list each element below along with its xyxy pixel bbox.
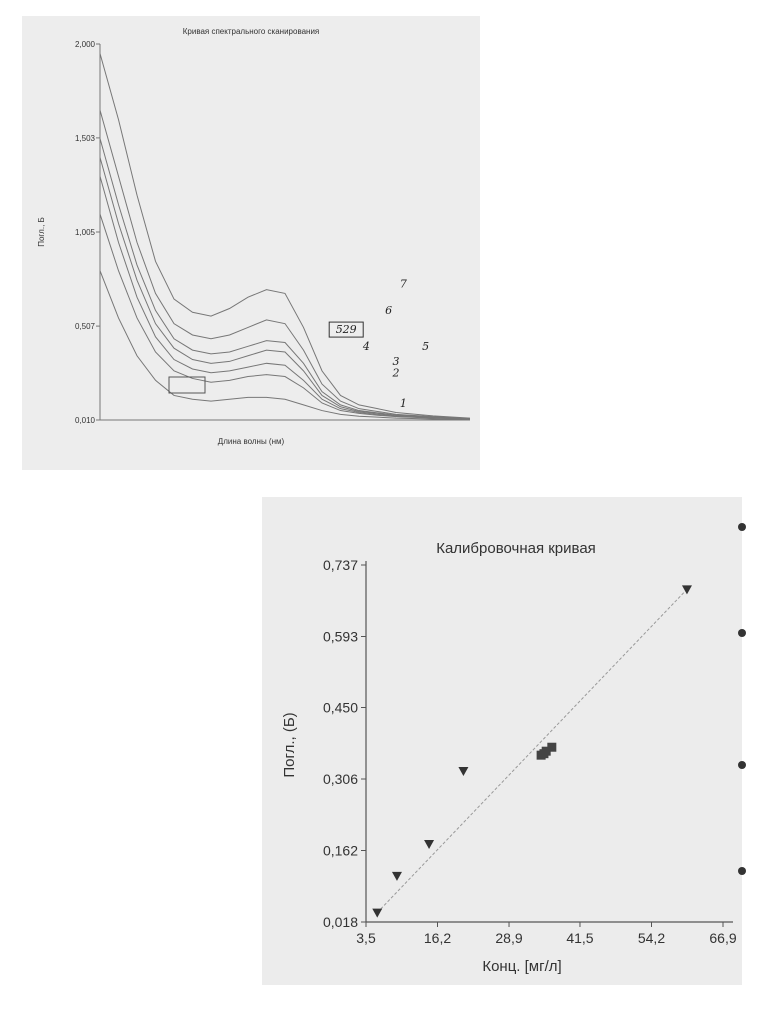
series-line-6 (100, 110, 470, 418)
y-axis-label: Погл., Б (37, 217, 46, 247)
x-tick-label: 41,5 (566, 930, 594, 946)
y-axis-label: Погл., (Б) (281, 712, 298, 778)
edge-dot (738, 761, 746, 769)
x-tick-label: 66,9 (709, 930, 737, 946)
calibration-svg (262, 497, 742, 985)
spectral-scan-chart (22, 16, 480, 470)
curve-number-label: 2 (392, 366, 400, 380)
chart-title: Калибровочная кривая (436, 540, 596, 557)
wavelength-annotation: 529 (335, 323, 357, 337)
y-tick-label: 0,737 (322, 557, 358, 573)
data-point-triangle (424, 840, 434, 849)
curve-number-label: 4 (362, 340, 370, 354)
spectral-scan-svg (22, 16, 480, 470)
y-tick-label: 1,503 (74, 133, 95, 143)
y-tick-label: 0,162 (322, 842, 358, 859)
edge-dot (738, 523, 746, 531)
data-point-square (547, 743, 556, 752)
x-tick-label: 16,2 (423, 930, 452, 946)
edge-dot (738, 867, 746, 875)
curve-number-label: 7 (399, 277, 407, 291)
y-tick-label: 2,000 (74, 40, 95, 49)
data-point-triangle (372, 909, 382, 918)
x-tick-label: 3,5 (356, 930, 376, 946)
curve-number-label: 1 (399, 396, 407, 410)
curve-number-label: 5 (422, 340, 430, 354)
y-tick-label: 0,010 (74, 416, 95, 425)
curve-number-label: 6 (385, 304, 393, 318)
y-tick-label: 0,593 (322, 628, 358, 645)
chart-title: Кривая спектрального сканирования (182, 27, 320, 36)
y-tick-label: 0,450 (322, 699, 358, 716)
y-tick-label: 1,005 (74, 228, 95, 237)
fit-line (377, 589, 687, 912)
y-tick-label: 0,306 (322, 771, 358, 788)
x-axis-label: Конц. [мг/л] (482, 958, 562, 975)
x-tick-label: 54,2 (637, 930, 666, 946)
series-line-2 (100, 214, 470, 419)
x-tick-label: 28,9 (495, 930, 523, 946)
calibration-chart (262, 497, 742, 985)
series-line-7 (100, 53, 470, 418)
data-point-triangle (392, 872, 402, 881)
series-line-3 (100, 176, 470, 419)
y-tick-label: 0,507 (74, 322, 95, 332)
x-axis-label: Длина волны (нм) (217, 437, 285, 446)
curve-number-label: 3 (392, 355, 400, 369)
edge-dot (738, 629, 746, 637)
y-tick-label: 0,018 (322, 914, 358, 930)
data-point-triangle (458, 767, 468, 776)
